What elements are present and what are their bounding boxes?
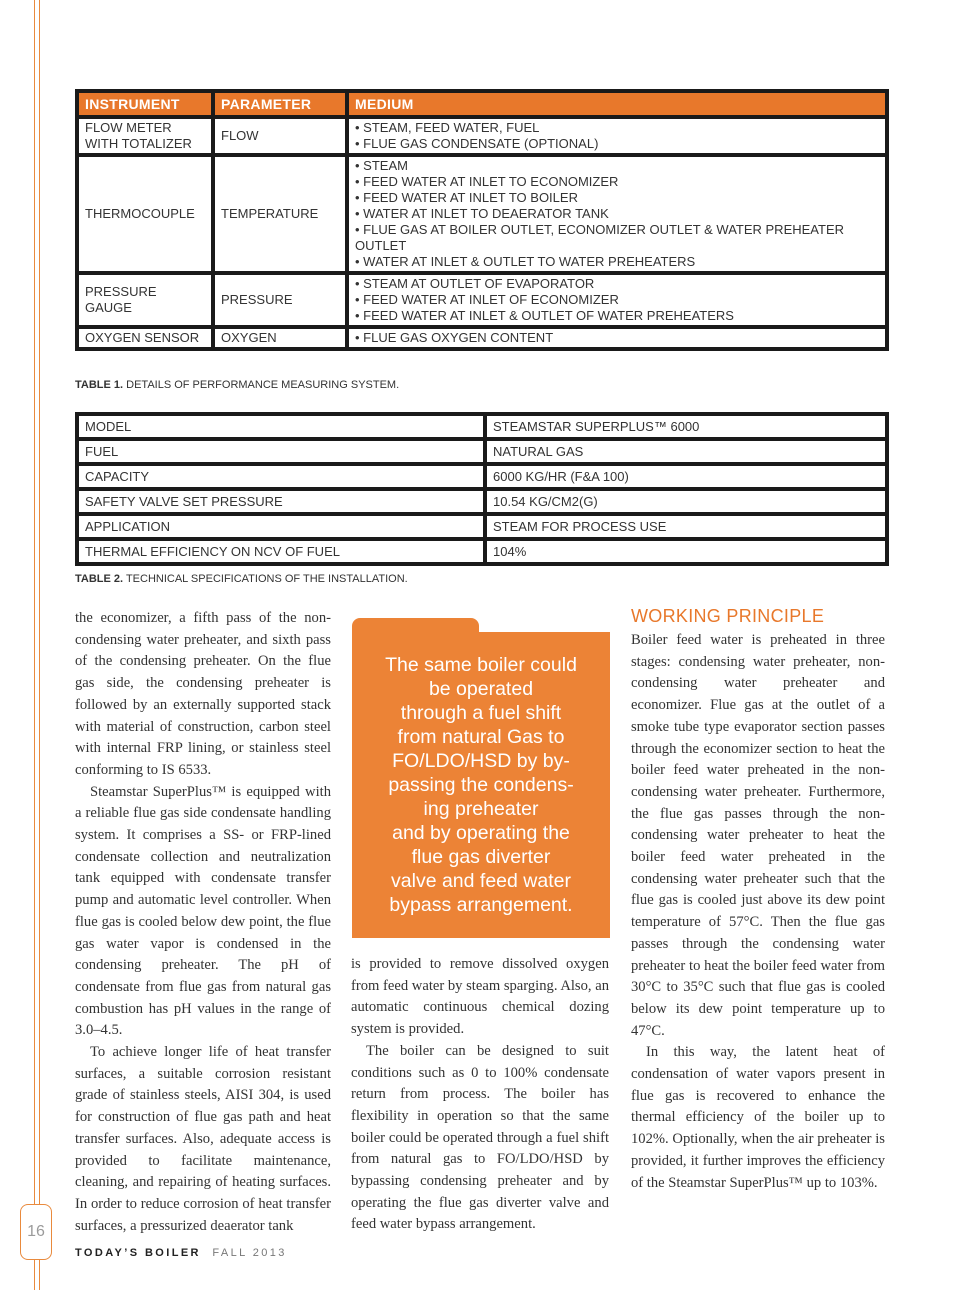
parameter-cell: PRESSURE	[213, 273, 347, 327]
medium-item: • STEAM, FEED WATER, FUEL	[355, 120, 540, 135]
table-row	[77, 414, 887, 439]
spec-value-cell: NATURAL GAS	[485, 439, 887, 464]
instrument-cell: THERMOCOUPLE	[77, 155, 213, 273]
body-paragraph: In this way, the latent heat of condensation of water vapors present in flue gas is recovered to enhance the thermal efficiency of the boiler up to 102%. Optionally, when the air preheater is provided, it further improves the efficiency of the Steamstar SuperPlus™ up to 103%.	[631, 1044, 885, 1191]
caption-text: TECHNICAL SPECIFICATIONS OF THE INSTALLATION.	[125, 573, 408, 585]
body-paragraph: Boiler feed water is preheated in three stages: condensing water preheater, non-condensing water preheater and economizer. Flue gas at the outlet of a smoke tube type evaporator section passes through the economizer section to heat the boiler feed water preheated in the non-condensing water preheater. Furthermore, the flue gas passes through the non-condensing water preheater to heat the boiler feed water preheated in the condensing water preheater such that the flue gas is cooled just above its dew point temperature of 57°C. Then the flue gas passes through the condensing water preheater to heat the boiler feed water from 30°C to 35°C such that flue gas is cooled below its dew point temperature up to 47°C.	[631, 632, 885, 1039]
issue-label: FALL 2013	[212, 1247, 287, 1259]
medium-cell	[347, 155, 887, 273]
body-paragraph: the economizer, a fifth pass of the non-condensing water preheater, and sixth pass of the condensing preheater. On the flue gas side, the condensing preheater is followed by an externally supported stack with material of construction, carbon steel with internal FRP lining, or stainless steel conforming to IS 6533.	[75, 610, 331, 778]
left-column	[75, 608, 331, 1237]
table-header-row	[77, 91, 887, 117]
spec-value-cell: 104%	[485, 539, 887, 564]
pull-quote-callout	[352, 632, 610, 938]
table-row	[77, 539, 887, 564]
section-heading: WORKING PRINCIPLE	[631, 606, 825, 626]
table-row	[77, 439, 887, 464]
medium-item: • FEED WATER AT INLET TO ECONOMIZER	[355, 174, 619, 189]
table-row	[77, 514, 887, 539]
table-row	[77, 489, 887, 514]
table-row	[77, 117, 887, 155]
spec-value-cell: 6000 KG/HR (F&A 100)	[485, 464, 887, 489]
medium-item: • STEAM	[355, 158, 408, 173]
medium-item: • STEAM AT OUTLET OF EVAPORATOR	[355, 276, 595, 291]
medium-cell	[347, 117, 887, 155]
page-number: 16	[20, 1204, 52, 1260]
instrument-cell: PRESSURE GAUGE	[77, 273, 213, 327]
body-paragraph: Steamstar SuperPlus™ is equipped with a reliable flue gas side condensate handling system. It comprises a SS- or FRP-lined condensate collection and neutralization tank equipped with condensate transfer pump and automatic level controller. When flue gas is cooled below dew point, the flue gas water vapor is condensed in the condensing preheater. The pH of condensate from flue gas from natural gas combustion has pH values in the range of 3.0–4.5.	[75, 783, 331, 1039]
medium-item: • FLUE GAS AT BOILER OUTLET, ECONOMIZER OUTLET & WATER PREHEATER OUTLET	[355, 222, 845, 253]
callout-line: ing preheater	[423, 798, 539, 820]
callout-line: passing the condens-	[388, 774, 574, 796]
instrument-cell: OXYGEN SENSOR	[77, 327, 213, 349]
spec-value-cell: STEAM FOR PROCESS USE	[485, 514, 887, 539]
right-column	[631, 605, 885, 1194]
page-edge-rule	[34, 0, 40, 1290]
medium-item: • FEED WATER AT INLET TO BOILER	[355, 190, 578, 205]
callout-line: through a fuel shift	[400, 702, 562, 724]
parameter-cell: OXYGEN	[213, 327, 347, 349]
column-header-medium: MEDIUM	[347, 91, 887, 117]
instrument-cell: FLOW METER WITH TOTALIZER	[77, 117, 213, 155]
performance-measuring-table	[75, 89, 889, 351]
medium-item: • WATER AT INLET & OUTLET TO WATER PREHEATERS	[355, 254, 696, 269]
page-footer	[75, 1247, 287, 1259]
spec-label-cell: SAFETY VALVE SET PRESSURE	[77, 489, 485, 514]
parameter-cell: FLOW	[213, 117, 347, 155]
table-2-caption	[75, 573, 408, 585]
medium-item: • FEED WATER AT INLET OF ECONOMIZER	[355, 292, 619, 307]
body-paragraph: The boiler can be designed to suit conditions such as 0 to 100% condensate return from process. The boiler has flexibility in operation so that the same boiler could be operated through a fuel shift from natural gas to FO/LDO/HSD by bypassing condensing preheater and by operating the flue gas diverter valve and feed water bypass arrangement.	[351, 1042, 609, 1233]
table-row	[77, 327, 887, 349]
middle-column	[351, 954, 609, 1236]
caption-label: TABLE 2.	[75, 573, 124, 585]
table-row	[77, 464, 887, 489]
column-header-instrument: INSTRUMENT	[77, 91, 213, 117]
callout-line: bypass arrangement.	[389, 894, 573, 916]
medium-item: • FLUE GAS CONDENSATE (OPTIONAL)	[355, 136, 599, 151]
spec-label-cell: CAPACITY	[77, 464, 485, 489]
spec-label-cell: APPLICATION	[77, 514, 485, 539]
medium-cell	[347, 327, 887, 349]
table-1-caption	[75, 379, 399, 391]
callout-line: be operated	[428, 678, 534, 700]
callout-line: from natural Gas to	[397, 726, 565, 748]
publication-name: TODAY’S BOILER	[75, 1247, 201, 1259]
callout-line: and by operating the	[392, 822, 570, 844]
spec-label-cell: THERMAL EFFICIENCY ON NCV OF FUEL	[77, 539, 485, 564]
medium-item: • WATER AT INLET TO DEAERATOR TANK	[355, 206, 609, 221]
spec-value-cell: 10.54 KG/CM2(G)	[485, 489, 887, 514]
column-header-parameter: PARAMETER	[213, 91, 347, 117]
caption-text: DETAILS OF PERFORMANCE MEASURING SYSTEM.	[126, 379, 400, 391]
body-paragraph: is provided to remove dissolved oxygen from feed water by steam sparging. Also, an automatic continuous chemical dozing system is provided.	[351, 956, 609, 1038]
callout-line: The same boiler could	[385, 654, 577, 676]
callout-line: FO/LDO/HSD by by-	[392, 750, 570, 772]
medium-item: • FEED WATER AT INLET & OUTLET OF WATER PREHEATERS	[355, 308, 734, 323]
callout-line: flue gas diverter	[411, 846, 551, 868]
spec-label-cell: FUEL	[77, 439, 485, 464]
spec-value-cell: STEAMSTAR SUPERPLUS™ 6000	[485, 414, 887, 439]
spec-label-cell: MODEL	[77, 414, 485, 439]
body-paragraph: To achieve longer life of heat transfer surfaces, a suitable corrosion resistant grade of stainless steels, AISI 304, is used for construction of flue gas path and heat transfer surfaces. Also, adequate access is provided to facilitate maintenance, cleaning, and repairing of heating surfaces. In order to reduce corrosion of heat transfer surfaces, a pressurized deaerator tank	[75, 1044, 331, 1234]
parameter-cell: TEMPERATURE	[213, 155, 347, 273]
caption-label: TABLE 1.	[75, 379, 124, 391]
table-row	[77, 273, 887, 327]
medium-cell	[347, 273, 887, 327]
table-row	[77, 155, 887, 273]
callout-line: valve and feed water	[391, 870, 571, 892]
medium-item: • FLUE GAS OXYGEN CONTENT	[355, 330, 554, 345]
technical-specifications-table	[75, 412, 889, 566]
